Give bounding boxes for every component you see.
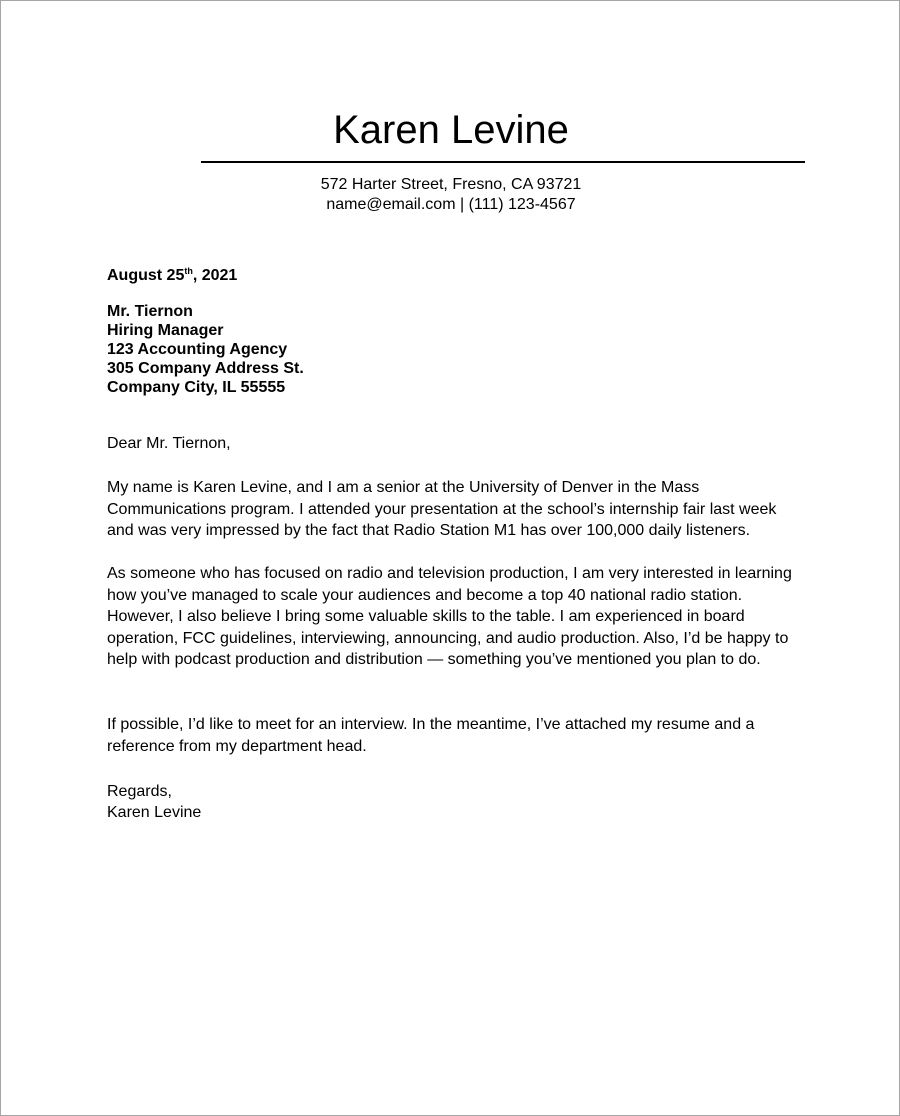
sender-contact-line: name@email.com | (111) 123-4567 xyxy=(326,196,576,213)
letter-date xyxy=(107,265,807,286)
valediction: Regards, xyxy=(107,783,172,800)
recipient-city: Company City, IL 55555 xyxy=(107,379,286,396)
date-year: , 2021 xyxy=(192,267,238,284)
sender-name-heading: Karen Levine xyxy=(333,108,569,152)
body-paragraph-3: If possible, I’d like to meet for an interview. In the meantime, I’ve attached my resume and a reference from my department head. xyxy=(107,716,755,755)
salutation: Dear Mr. Tiernon, xyxy=(107,435,231,452)
recipient-title: Hiring Manager xyxy=(107,322,224,339)
date-month-day: August 25 xyxy=(107,267,185,284)
header-divider xyxy=(201,161,805,163)
recipient-block xyxy=(107,302,807,397)
date-ordinal-suffix: th xyxy=(184,266,193,276)
closing-block xyxy=(107,781,807,823)
signature-name: Karen Levine xyxy=(107,804,202,821)
body-paragraph-1: My name is Karen Levine, and I am a senior at the University of Denver in the Mass Communications program. I attended your presentation at the school’s internship fair last week and was very impressed by the fact that Radio Station M1 has over 100,000 daily listeners. xyxy=(107,479,777,539)
body-paragraph-2: As someone who has focused on radio and television production, I am very interested in learning how you’ve managed to scale your audiences and become a top 40 national radio station. However, I also believe I bring some valuable skills to the table. I am experienced in board operation, FCC guidelines, interviewing, announcing, and audio production. Also, I’d be happy to help with podcast production and distribution — something you’ve mentioned you plan to do. xyxy=(107,565,792,668)
recipient-street: 305 Company Address St. xyxy=(107,360,304,377)
recipient-name: Mr. Tiernon xyxy=(107,303,193,320)
recipient-company: 123 Accounting Agency xyxy=(107,341,288,358)
sender-address: 572 Harter Street, Fresno, CA 93721 xyxy=(320,176,582,193)
